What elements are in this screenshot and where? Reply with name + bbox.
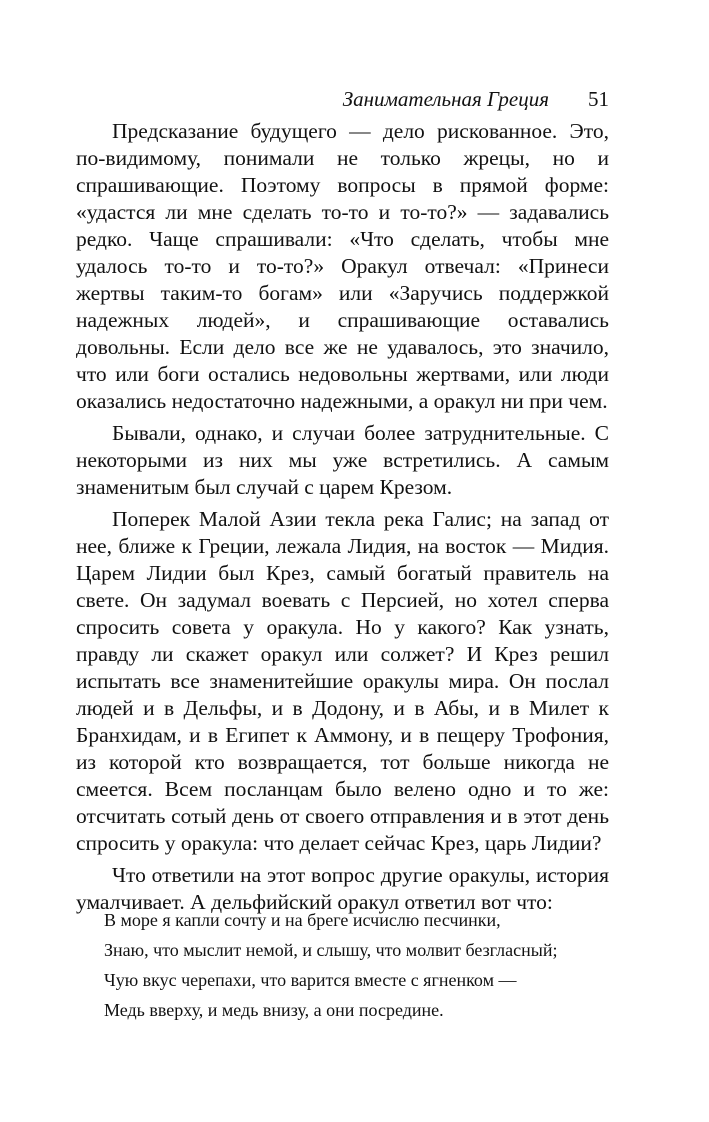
paragraph-difficult-cases: Бывали, однако, и случаи более затруднительные. С некоторыми из них мы уже встретились. А самым знаменитым был случай с царем Крезом. xyxy=(76,421,609,499)
body-text xyxy=(76,118,609,921)
verse-line: Знаю, что мыслит немой, и слышу, что молвит безгласный; xyxy=(104,940,558,960)
oracle-verse xyxy=(104,905,609,1025)
verse-line: В море я капли сочту и на бреге исчислю песчинки, xyxy=(104,910,501,930)
running-title: Занимательная Греция xyxy=(342,87,549,111)
paragraph-delphi-answer: Что ответили на этот вопрос другие оракулы, история умалчивает. А дельфийский оракул ответил вот что: xyxy=(76,863,609,914)
page-number: 51 xyxy=(588,87,609,111)
running-header xyxy=(76,84,609,114)
paragraph-croesus-story: Поперек Малой Азии текла река Галис; на запад от нее, ближе к Греции, лежала Лидия, на восток — Мидия. Царем Лидии был Крез, самый богатый правитель на свете. Он задумал воевать с Персией, но хотел сперва спросить совета у оракула. Но у какого? Как узнать, правду ли скажет оракул или солжет? И Крез решил испытать все знаменитейшие оракулы мира. Он послал людей и в Дельфы, и в Додону, и в Абы, и в Милет к Бранхидам, и в Египет к Аммону, и в пещеру Трофония, из которой кто возвращается, тот больше никогда не смеется. Всем посланцам было велено одно и то же: отсчитать сотый день от своего отправления и в этот день спросить у оракула: что делает сейчас Крез, царь Лидии? xyxy=(76,507,609,855)
paragraph-prophecy-risk: Предсказание будущего — дело рискованное. Это, по-видимому, понимали не только жрецы, но и спрашивающие. Поэтому вопросы в прямой форме: «удастся ли мне сделать то-то и то-то?» — задавались редко. Чаще спрашивали: «Что сделать, чтобы мне удалось то-то и то-то?» Оракул отвечал: «Принеси жертвы таким-то богам» или «Заручись поддержкой надежных людей», и спрашивающие оставались довольны. Если дело все же не удавалось, это значило, что или боги остались недовольны жертвами, или люди оказались недостаточно надежными, а оракул ни при чем. xyxy=(76,119,609,413)
verse-line: Медь вверху, и медь внизу, а они посредине. xyxy=(104,1000,444,1020)
verse-line: Чую вкус черепахи, что варится вместе с ягненком — xyxy=(104,970,517,990)
